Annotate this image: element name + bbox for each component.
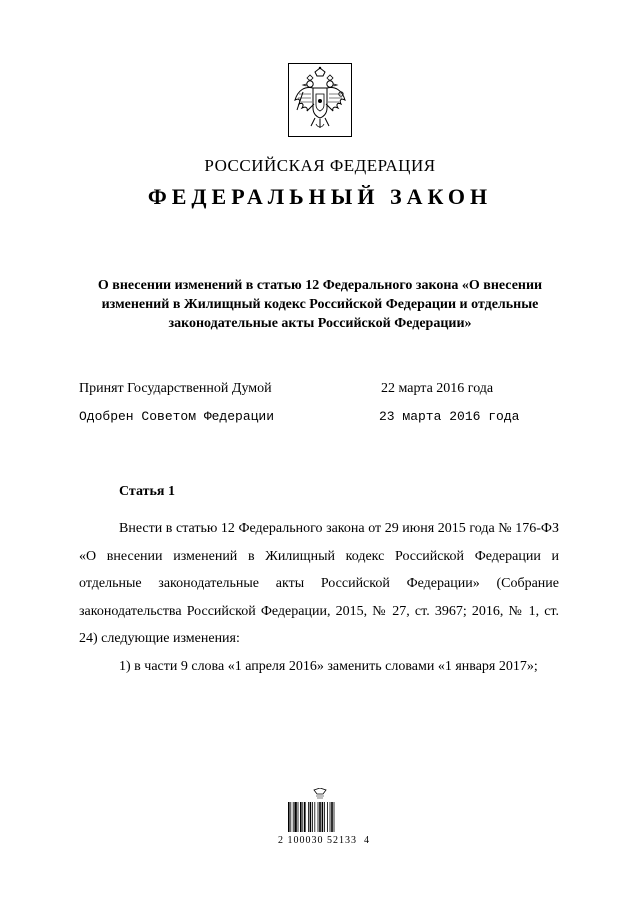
coat-of-arms-emblem	[288, 63, 352, 137]
law-title: О внесении изменений в статью 12 Федерального закона «О внесении изменений в Жилищный кодекс Российской Федерации и отдельные законодательные акты Российской Федерации»	[97, 278, 543, 331]
stamp-mark-icon	[314, 788, 326, 794]
barcode-bar	[293, 802, 294, 832]
barcode-bar	[327, 802, 328, 832]
barcode-bar	[288, 802, 290, 832]
article-body	[79, 515, 559, 680]
barcode-bar	[308, 802, 309, 832]
barcode-bar	[314, 802, 315, 832]
barcode-bar	[331, 802, 333, 832]
council-approval-label: Одобрен Советом Федерации	[79, 409, 275, 424]
barcode-bar	[298, 802, 299, 832]
barcode-bar	[312, 802, 313, 832]
barcode-bar	[324, 802, 325, 832]
barcode-bar	[294, 802, 296, 832]
barcode-bar	[330, 802, 331, 832]
barcode-number: 2 100030 52133 4	[278, 835, 370, 846]
adoption-row-council	[79, 409, 559, 424]
barcode-bar	[300, 802, 302, 832]
document-type-heading: ФЕДЕРАЛЬНЫЙ ЗАКОН	[147, 184, 493, 209]
council-approval-date: 23 марта 2016 года	[379, 409, 520, 424]
barcode-bars	[288, 802, 334, 832]
adoption-row-duma	[79, 381, 559, 397]
article-heading: Статья 1	[119, 484, 175, 499]
barcode-bar	[318, 802, 319, 832]
barcode-bar	[290, 802, 291, 832]
barcode-graphic	[286, 788, 354, 834]
article-paragraph: 1) в части 9 слова «1 апреля 2016» заменить словами «1 января 2017»;	[119, 658, 538, 674]
barcode-bar	[304, 802, 306, 832]
barcode-bar	[302, 802, 303, 832]
duma-adoption-date: 22 марта 2016 года	[381, 381, 494, 396]
barcode-bar	[322, 802, 324, 832]
barcode-bar	[334, 802, 335, 832]
duma-adoption-label: Принят Государственной Думой	[79, 381, 272, 396]
barcode-bar	[319, 802, 321, 832]
country-name: РОССИЙСКАЯ ФЕДЕРАЦИЯ	[204, 156, 436, 175]
barcode-bar	[310, 802, 312, 832]
article-paragraph: Внести в статью 12 Федерального закона от 29 июня 2015 года № 176-ФЗ «О внесении изменений в Жилищный кодекс Российской Федерации и отдельные законодательные акты Российской Федерации» (Собрание законодательства Российской Федерации, 2015, № 27, ст. 3967; 2016, № 1, ст. 24) следующие изменения:	[79, 521, 559, 646]
double-headed-eagle-icon	[289, 64, 351, 136]
